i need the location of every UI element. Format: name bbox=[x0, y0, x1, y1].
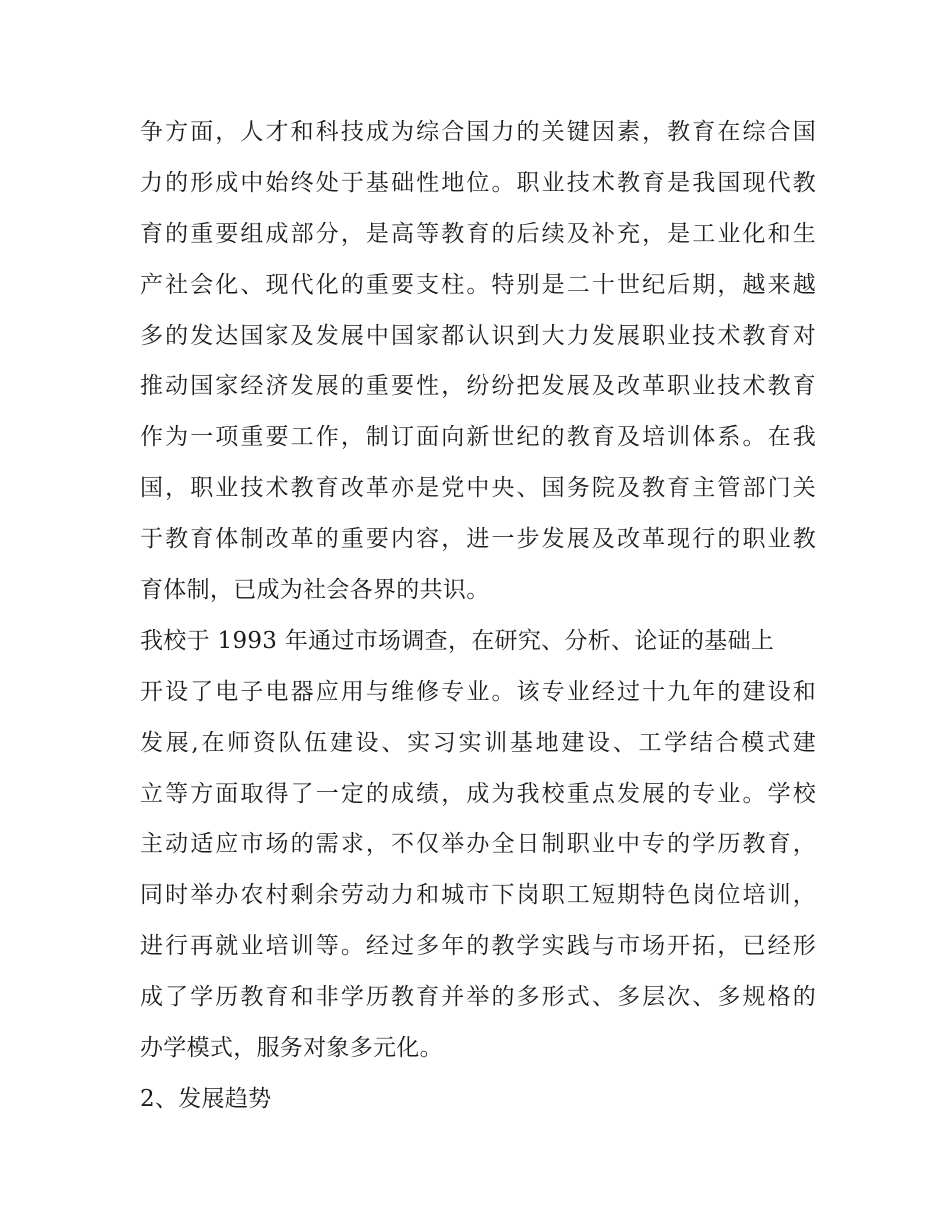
text-line: 育体制，已成为社会各界的共识。 bbox=[140, 577, 490, 604]
document-page bbox=[140, 107, 816, 1125]
text-line: 育的重要组成部分，是高等教育的后续及补充，是工业化和生 bbox=[140, 220, 816, 247]
text-line: 争方面，人才和科技成为综合国力的关键因素，教育在综合国 bbox=[140, 119, 816, 145]
text-line: 发展,在师资队伍建设、实习实训基地建设、工学结合模式建 bbox=[140, 729, 816, 756]
text-line: 同时举办农村剩余劳动力和城市下岗职工短期特色岗位培训， bbox=[140, 882, 816, 909]
text-line: 我校于 1993 年通过市场调查，在研究、分析、论证的基础上 bbox=[140, 627, 775, 654]
text-line: 推动国家经济发展的重要性，纷纷把发展及改革职业技术教育 bbox=[140, 373, 816, 400]
paragraph-school-major bbox=[140, 616, 816, 1074]
text-line: 开设了电子电器应用与维修专业。该专业经过十九年的建设和 bbox=[140, 678, 816, 705]
text-line: 立等方面取得了一定的成绩，成为我校重点发展的专业。学校 bbox=[140, 780, 816, 807]
section-heading: 2、发展趋势 bbox=[140, 1085, 272, 1112]
text-line: 国，职业技术教育改革亦是党中央、国务院及教育主管部门关 bbox=[140, 475, 816, 502]
text-line: 多的发达国家及发展中国家都认识到大力发展职业技术教育对 bbox=[140, 322, 816, 349]
text-line: 主动适应市场的需求，不仅举办全日制职业中专的学历教育， bbox=[140, 831, 816, 858]
paragraph-education-background bbox=[140, 107, 816, 616]
text-line: 成了学历教育和非学历教育并举的多形式、多层次、多规格的 bbox=[140, 984, 816, 1011]
text-line: 于教育体制改革的重要内容，进一步发展及改革现行的职业教 bbox=[140, 526, 816, 553]
text-line: 力的形成中始终处于基础性地位。职业技术教育是我国现代教 bbox=[140, 169, 816, 196]
text-line: 作为一项重要工作，制订面向新世纪的教育及培训体系。在我 bbox=[140, 424, 816, 451]
text-line: 办学模式，服务对象多元化。 bbox=[140, 1035, 443, 1062]
text-line: 进行再就业培训等。经过多年的教学实践与市场开拓，已经形 bbox=[140, 933, 816, 960]
text-line: 产社会化、现代化的重要支柱。特别是二十世纪后期，越来越 bbox=[140, 271, 816, 298]
